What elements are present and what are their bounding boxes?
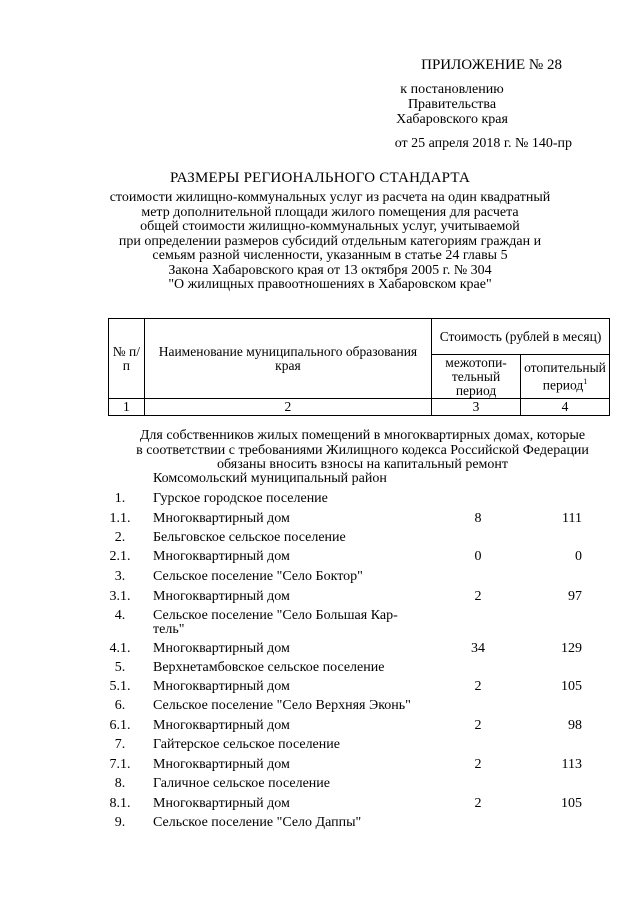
section-note	[100, 429, 625, 473]
row-number: 3.	[114, 569, 126, 584]
subtitle-line: "О жилищных правоотношениях в Хабаровском крае"	[168, 277, 492, 292]
row-value-heating: 111	[562, 511, 582, 526]
row-name: Многоквартирный дом	[153, 757, 290, 772]
row-number: 3.1.	[109, 589, 131, 604]
row-value-interheating: 2	[474, 796, 482, 811]
row-name: Многоквартирный дом	[153, 549, 290, 564]
note-line: Для собственников жилых помещений в многоквартирных домах, которые	[139, 428, 586, 443]
row-name: Сельское поселение "Село Боктор"	[153, 569, 363, 584]
header-heating: отопительный период$^1$	[521, 355, 610, 399]
table-header	[108, 318, 610, 416]
row-number: 5.1.	[109, 679, 131, 694]
subtitle-line: Закона Хабаровского края от 13 октября 2005 г. № 304	[168, 262, 492, 278]
row-number: 7.	[114, 737, 126, 752]
appendix-number: ПРИЛОЖЕНИЕ № 28	[421, 57, 562, 73]
row-number: 4.	[114, 608, 126, 623]
appendix-line: Правительства	[407, 97, 497, 112]
row-name: Многоквартирный дом	[153, 796, 290, 811]
row-name: Многоквартирный дом	[153, 511, 290, 526]
appendix-line: к постановлению	[400, 82, 504, 97]
row-value-interheating: 2	[474, 757, 482, 772]
row-number: 9.	[114, 815, 126, 830]
subtitle-line: стоимости жилищно-коммунальных услуг из расчета на один квадратный	[109, 190, 551, 205]
row-number: 6.1.	[109, 718, 131, 733]
row-number: 2.	[114, 530, 126, 545]
row-number: 8.	[114, 776, 126, 791]
district-name: Комсомольский муниципальный район	[153, 471, 387, 486]
header-index: 1	[109, 399, 145, 416]
row-value-heating: 113	[561, 757, 582, 772]
header-index: 4	[521, 399, 610, 416]
row-value-heating: 129	[561, 641, 582, 656]
row-number: 6.	[114, 698, 126, 713]
subtitle-line: семьям разной численности, указанным в статье 24 главы 5	[152, 248, 508, 263]
row-value-heating: 97	[568, 589, 582, 604]
appendix-block	[332, 58, 572, 151]
row-name: Многоквартирный дом	[153, 641, 290, 656]
appendix-line: Хабаровского края	[396, 112, 508, 127]
row-value-interheating: 0	[474, 549, 482, 564]
header-interheating: межотопи-тельный период	[432, 355, 521, 399]
row-number: 4.1.	[109, 641, 131, 656]
row-name: Гайтерское сельское поселение	[153, 737, 340, 752]
row-number: 1.	[114, 491, 126, 506]
row-name: Многоквартирный дом	[153, 679, 290, 694]
row-number: 5.	[114, 660, 126, 675]
note-line: обязаны вносить взносы на капитальный ремонт	[217, 457, 508, 472]
row-name: Сельское поселение "Село Большая Кар-тель"	[153, 608, 398, 637]
row-name: Гурское городское поселение	[153, 491, 328, 506]
document-title: РАЗМЕРЫ РЕГИОНАЛЬНОГО СТАНДАРТА	[169, 170, 471, 186]
header-index: 3	[432, 399, 521, 416]
row-name: Многоквартирный дом	[153, 589, 290, 604]
row-name: Многоквартирный дом	[153, 718, 290, 733]
header-index: 2	[144, 399, 431, 416]
row-value-interheating: 2	[474, 679, 482, 694]
note-line: в соответствии с требованиями Жилищного кодекса Российской Федерации	[136, 442, 589, 458]
subtitle-line: при определении размеров субсидий отдельным категориям граждан и	[118, 233, 542, 249]
row-name: Бельговское сельское поселение	[153, 530, 346, 545]
header-num: № п/п	[109, 319, 145, 399]
row-value-interheating: 34	[471, 641, 485, 656]
header-name: Наименование муниципального образования края	[144, 319, 431, 399]
row-value-heating: 105	[561, 679, 582, 694]
subtitle-line: метр дополнительной площади жилого помещения для расчета	[141, 204, 519, 220]
subtitle-line: общей стоимости жилищно-коммунальных услуг, учитываемой	[140, 219, 520, 234]
row-value-heating: 105	[561, 796, 582, 811]
header-cost: Стоимость (рублей в месяц)	[432, 319, 610, 355]
row-number: 2.1.	[109, 549, 131, 564]
row-name: Сельское поселение "Село Верхняя Эконь"	[153, 698, 411, 713]
row-name: Галичное сельское поселение	[153, 776, 330, 791]
row-value-interheating: 8	[474, 511, 482, 526]
appendix-dateline: от 25 апреля 2018 г. № 140-пр	[394, 136, 572, 151]
row-number: 7.1.	[109, 757, 131, 772]
row-value-interheating: 2	[474, 589, 482, 604]
row-name: Верхнетамбовское сельское поселение	[153, 660, 385, 675]
row-number: 1.1.	[109, 511, 131, 526]
row-name: Сельское поселение "Село Даппы"	[153, 815, 362, 830]
document-subtitle	[100, 191, 560, 293]
row-value-interheating: 2	[474, 718, 482, 733]
footnote-mark: 1	[583, 376, 588, 386]
row-value-heating: 98	[568, 718, 582, 733]
row-number: 8.1.	[109, 796, 131, 811]
row-value-heating: 0	[575, 549, 582, 564]
